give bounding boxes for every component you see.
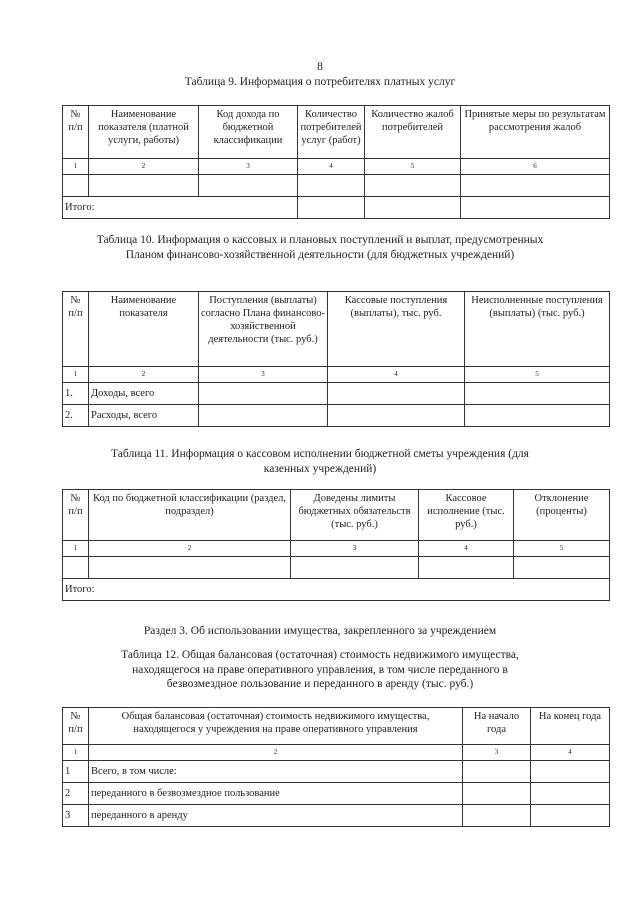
header-cell: Общая балансовая (остаточная) стоимость недвижимого имущества, находящегося у учреждения на праве оперативного управления xyxy=(89,708,463,745)
column-number: 2 xyxy=(89,541,291,557)
empty-cell xyxy=(465,383,610,405)
header-cell: Отклонение (проценты) xyxy=(514,490,610,541)
total-label: Итого: xyxy=(63,197,298,219)
empty-cell xyxy=(514,557,610,579)
section3-title: Раздел 3. Об использовании имущества, закрепленного за учреждением xyxy=(143,625,497,637)
empty-cell xyxy=(419,557,514,579)
column-number: 6 xyxy=(461,159,610,175)
empty-cell xyxy=(63,175,89,197)
total-row xyxy=(63,197,610,219)
table-row xyxy=(63,383,610,405)
empty-cell xyxy=(461,175,610,197)
header-cell: № п/п xyxy=(63,106,89,159)
table9 xyxy=(62,105,610,219)
empty-cell xyxy=(199,175,298,197)
page-number: 8 xyxy=(317,61,323,73)
header-cell: Код по бюджетной классификации (раздел, подраздел) xyxy=(89,490,291,541)
table-row xyxy=(63,783,610,805)
header-cell: Кассовое исполнение (тыс. руб.) xyxy=(419,490,514,541)
column-number: 5 xyxy=(514,541,610,557)
column-number: 3 xyxy=(199,159,298,175)
empty-cell xyxy=(328,383,465,405)
table-row xyxy=(63,405,610,427)
column-number: 1 xyxy=(63,367,89,383)
row-number: 3 xyxy=(63,805,89,827)
empty-cell xyxy=(463,761,531,783)
table-row xyxy=(63,175,610,197)
header-cell: № п/п xyxy=(63,490,89,541)
empty-cell xyxy=(291,557,419,579)
column-number: 3 xyxy=(291,541,419,557)
row-number: 1 xyxy=(63,761,89,783)
column-number: 2 xyxy=(89,159,199,175)
table-row xyxy=(63,761,610,783)
row-name: Всего, в том числе: xyxy=(89,761,463,783)
empty-cell xyxy=(199,383,328,405)
row-name: Доходы, всего xyxy=(89,383,199,405)
empty-cell xyxy=(531,783,610,805)
header-cell: № п/п xyxy=(63,708,89,745)
header-cell: № п/п xyxy=(63,292,89,367)
column-number: 5 xyxy=(365,159,461,175)
empty-cell xyxy=(328,405,465,427)
row-name: переданного в аренду xyxy=(89,805,463,827)
empty-cell xyxy=(63,557,89,579)
total-row xyxy=(63,579,610,601)
table-row xyxy=(63,805,610,827)
row-name: Расходы, всего xyxy=(89,405,199,427)
empty-cell xyxy=(461,197,610,219)
table9-title: Таблица 9. Информация о потребителях платных услуг xyxy=(184,76,456,88)
empty-cell xyxy=(199,405,328,427)
column-number: 2 xyxy=(89,745,463,761)
row-name: переданного в безвозмездное пользование xyxy=(89,783,463,805)
empty-cell xyxy=(298,197,365,219)
header-cell: Количество потребителей услуг (работ) xyxy=(298,106,365,159)
row-number: 1. xyxy=(63,383,89,405)
header-cell: Наименование показателя (платной услуги, работы) xyxy=(89,106,199,159)
column-number: 4 xyxy=(419,541,514,557)
table10-title: Таблица 10. Информация о кассовых и плановых поступлений и выплат, предусмотренных Планом финансово-хозяйственной деятельности (для бюджетных учреждений) xyxy=(96,234,544,261)
column-number: 3 xyxy=(199,367,328,383)
table11 xyxy=(62,489,610,601)
empty-cell xyxy=(465,405,610,427)
column-number: 3 xyxy=(463,745,531,761)
empty-cell xyxy=(365,197,461,219)
column-number: 4 xyxy=(531,745,610,761)
column-number: 1 xyxy=(63,541,89,557)
table12-title: Таблица 12. Общая балансовая (остаточная) стоимость недвижимого имущества, находящегося на праве оперативного управления, в том числе переданного в безвозмездное пользование и переданного в аренду (тыс. руб.) xyxy=(121,649,519,690)
header-cell: Кассовые поступления (выплаты), тыс. руб. xyxy=(328,292,465,367)
header-cell: Код дохода по бюджетной классификации xyxy=(199,106,298,159)
header-cell: Количество жалоб потребителей xyxy=(365,106,461,159)
column-number: 1 xyxy=(63,745,89,761)
table12 xyxy=(62,707,610,827)
row-number: 2. xyxy=(63,405,89,427)
table11-title: Таблица 11. Информация о кассовом исполнении бюджетной сметы учреждения (для казенных учреждений) xyxy=(111,448,529,475)
header-cell: Поступления (выплаты) согласно Плана финансово-хозяйственной деятельности (тыс. руб.) xyxy=(199,292,328,367)
total-label: Итого: xyxy=(63,579,610,601)
row-number: 2 xyxy=(63,783,89,805)
empty-cell xyxy=(89,175,199,197)
empty-cell xyxy=(463,805,531,827)
header-cell: Доведены лимиты бюджетных обязательств (тыс. руб.) xyxy=(291,490,419,541)
table10 xyxy=(62,291,610,427)
empty-cell xyxy=(365,175,461,197)
table-row xyxy=(63,557,610,579)
header-cell: На начало года xyxy=(463,708,531,745)
column-number: 1 xyxy=(63,159,89,175)
column-number: 2 xyxy=(89,367,199,383)
header-cell: На конец года xyxy=(531,708,610,745)
header-cell: Неисполненные поступления (выплаты) (тыс. руб.) xyxy=(465,292,610,367)
empty-cell xyxy=(89,557,291,579)
header-cell: Принятые меры по результатам рассмотрения жалоб xyxy=(461,106,610,159)
header-cell: Наименование показателя xyxy=(89,292,199,367)
column-number: 4 xyxy=(328,367,465,383)
column-number: 4 xyxy=(298,159,365,175)
empty-cell xyxy=(531,761,610,783)
empty-cell xyxy=(531,805,610,827)
empty-cell xyxy=(463,783,531,805)
empty-cell xyxy=(298,175,365,197)
column-number: 5 xyxy=(465,367,610,383)
